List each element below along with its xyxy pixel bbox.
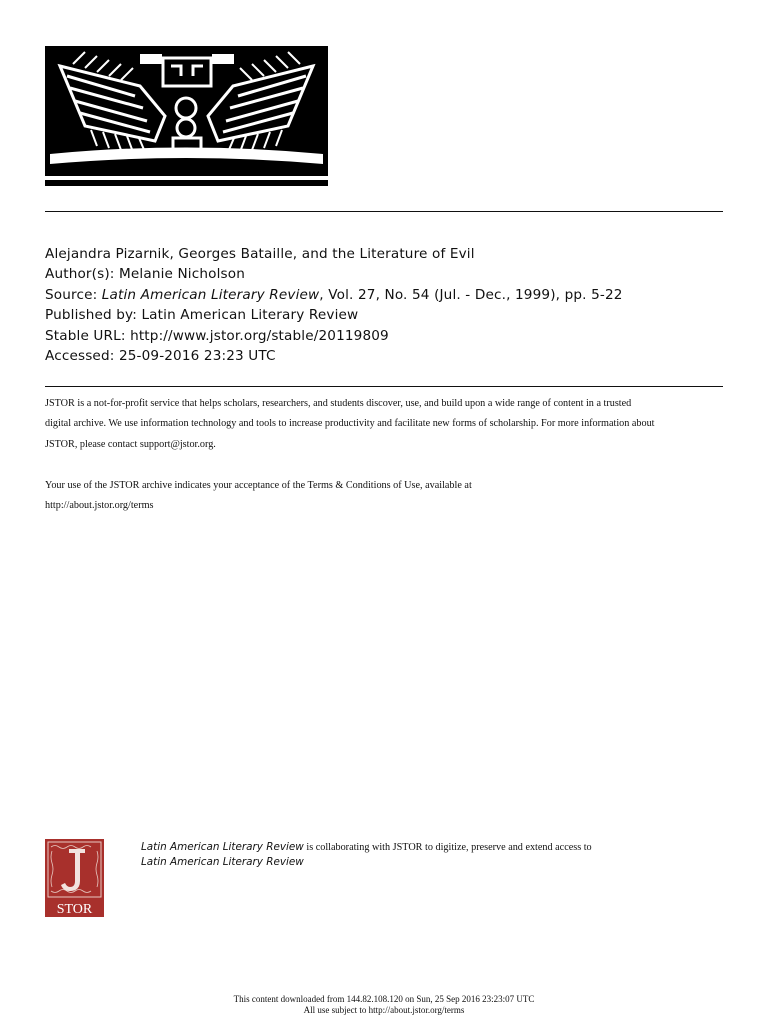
article-metadata <box>45 244 725 366</box>
journal-logo <box>45 46 328 186</box>
jstor-logo <box>45 839 104 917</box>
jstor-notice <box>45 394 725 455</box>
notice-line: JSTOR, please contact support@jstor.org. <box>45 438 216 450</box>
collab-text: is collaborating with JSTOR to digitize, preserve and extend access to <box>303 842 592 853</box>
footer-line: This content downloaded from 144.82.108.120 on Sun, 25 Sep 2016 23:23:07 UTC <box>233 994 535 1004</box>
stable-url-label: Stable URL: <box>45 327 131 344</box>
source-line <box>45 285 725 305</box>
terms-notice <box>45 476 725 517</box>
publisher-label: Published by: <box>45 307 142 324</box>
jstor-logo-text: STOR <box>56 902 93 917</box>
terms-line: Your use of the JSTOR archive indicates your acceptance of the Terms & Conditions of Use, available at <box>45 480 472 491</box>
top-divider <box>45 211 723 212</box>
source-details: , Vol. 27, No. 54 (Jul. - Dec., 1999), pp. 5-22 <box>319 286 623 303</box>
collaboration-note <box>141 840 741 870</box>
accessed-line <box>45 346 725 366</box>
stable-url-line <box>45 326 725 346</box>
stable-url-link[interactable]: http://www.jstor.org/stable/20119809 <box>130 327 389 344</box>
source-label: Source: <box>45 286 102 303</box>
author-name: Melanie Nicholson <box>119 266 245 283</box>
author-label: Author(s): <box>45 266 120 283</box>
accessed-date: 25-09-2016 23:23 UTC <box>118 348 276 365</box>
author-line <box>45 264 725 284</box>
collab-journal-2: Latin American Literary Review <box>141 856 304 868</box>
notice-line: digital archive. We use information technology and tools to increase productivity and facilitate new forms of scholarship. For more information about <box>45 418 655 430</box>
middle-divider <box>45 386 723 387</box>
footer-line: All use subject to http://about.jstor.org/terms <box>303 1004 465 1015</box>
terms-link[interactable]: http://about.jstor.org/terms <box>45 500 154 512</box>
article-title: Alejandra Pizarnik, Georges Bataille, and the Literature of Evil <box>45 246 475 262</box>
accessed-label: Accessed: <box>45 348 119 365</box>
source-journal: Latin American Literary Review <box>101 286 320 303</box>
download-footer <box>0 994 768 1015</box>
notice-line: JSTOR is a not-for-profit service that helps scholars, researchers, and students discover, use, and build upon a wide range of content in a trusted <box>45 398 632 409</box>
publisher-name: Latin American Literary Review <box>141 307 359 324</box>
publisher-line <box>45 305 725 325</box>
collab-journal: Latin American Literary Review <box>141 841 304 853</box>
